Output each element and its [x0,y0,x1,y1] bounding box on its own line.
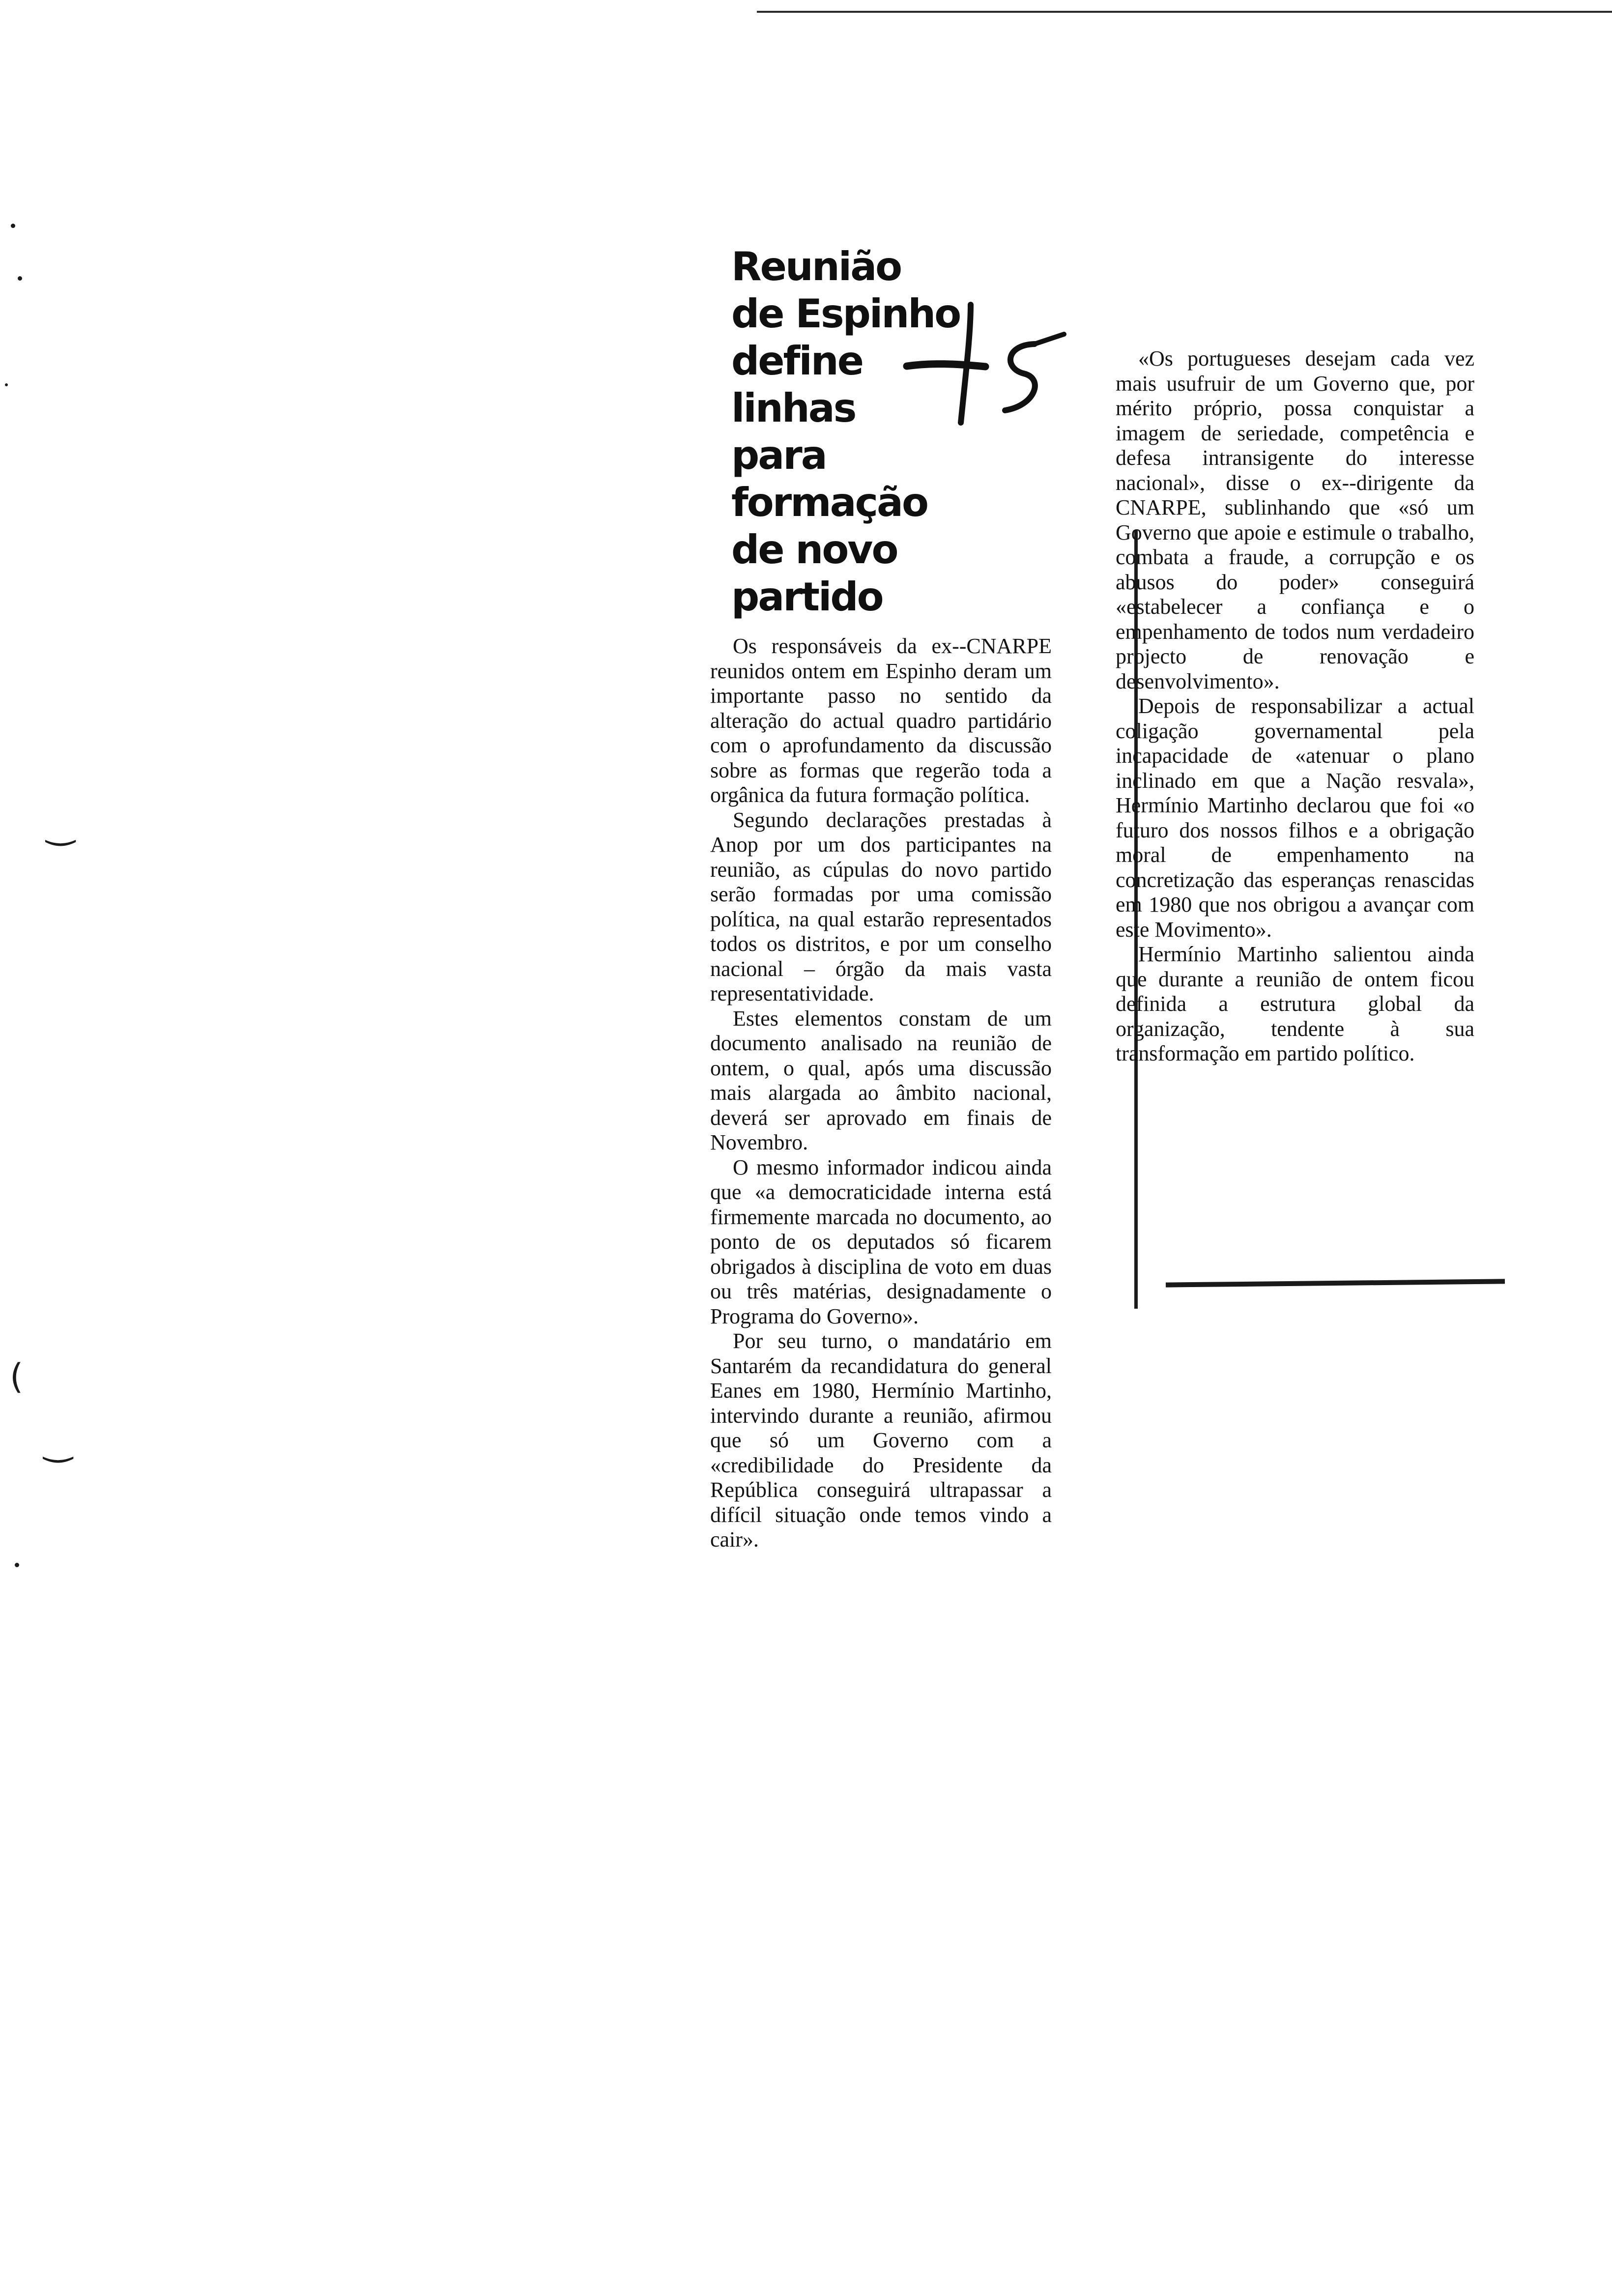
scan-top-edge-line [757,11,1612,13]
article-paragraph: Os responsáveis da ex--CNARPE reunidos ontem em Espinho deram um importante passo no sentido da alteração do actual quadro partidário com o aprofundamento da discussão sobre as formas que regerão toda a orgânica da futura formação política. [710,634,1052,807]
annotation-text: -/5 [887,444,889,445]
article-paragraph: «Os portugueses desejam cada vez mais usufruir de um Governo que, por mérito próprio, possa conquistar a imagem de seriedade, competência e defesa intransigente do interesse nacional», disse o ex--dirigente da CNARPE, sublinhando que «só um Governo que apoie e estimule o trabalho, combata a fraude, a corrupção e os abusos do poder» conseguirá «estabelecer a confiança e o empenhamento de todos num verdadeiro projecto de renovação e desenvolvimento». [1116,346,1474,693]
headline-line: define [731,338,863,384]
headline-line: Reunião [731,244,901,289]
scan-speck [5,383,8,386]
headline-line: partido [731,574,883,620]
headline-line: de novo [731,527,897,573]
scan-edge-curve: ‿ [47,806,75,846]
article-paragraph: Estes elementos constam de um documento analisado na reunião de ontem, o qual, após uma discussão mais alargada ao âmbito nacional, deverá ser aprovado em finais de Novembro. [710,1006,1052,1154]
article-paragraph: Segundo declarações prestadas à Anop por um dos participantes na reunião, as cúpulas do novo partido serão formadas por uma comissão política, na qual estarão representados todos os distritos, e por um conselho nacional – órgão da mais vasta representatividade. [710,807,1052,1005]
headline-line: formação [731,480,927,525]
article-paragraph: Hermínio Martinho salientou ainda que durante a reunião de ontem ficou definida a estrutura global da organização, tendente à sua transformação em partido político. [1116,942,1474,1065]
article-column-right [1116,346,1474,1066]
article-column-left [710,634,1052,1552]
scan-speck [11,224,15,228]
headline-line: linhas [731,385,856,431]
article-paragraph: Depois de responsabilizar a actual coligação governamental pela incapacidade de «atenuar o plano inclinado em que a Nação resvala», Hermínio Martinho declarou que foi «o futuro dos nossos filhos e a obrigação moral de empenhamento na concretização das esperanças renascidas em 1980 que nos obrigou a avançar com este Movimento». [1116,694,1474,942]
article-paragraph: Por seu turno, o mandatário em Santarém da recandidatura do general Eanes em 1980, Hermínio Martinho, intervindo durante a reunião, afirmou que só um Governo com a «credibilidade do Presidente da República conseguirá ultrapassar a difícil situação onde temos vindo a cair». [710,1329,1052,1551]
scan-speck [15,1563,19,1567]
scan-speck [18,276,22,281]
headline-line: para [731,432,826,478]
handwritten-annotation-mark [887,295,1084,447]
headline-line: de Espinho [731,291,960,337]
scan-edge-bracket: ( [10,1356,24,1397]
scan-edge-curve: ‿ [44,1423,72,1463]
article-end-rule [1166,1279,1505,1287]
article-paragraph: O mesmo informador indicou ainda que «a democraticidade interna está firmemente marcada no documento, ao ponto de os deputados só ficarem obrigados à disciplina de voto em duas ou três matérias, designadamente o Programa do Governo». [710,1155,1052,1328]
